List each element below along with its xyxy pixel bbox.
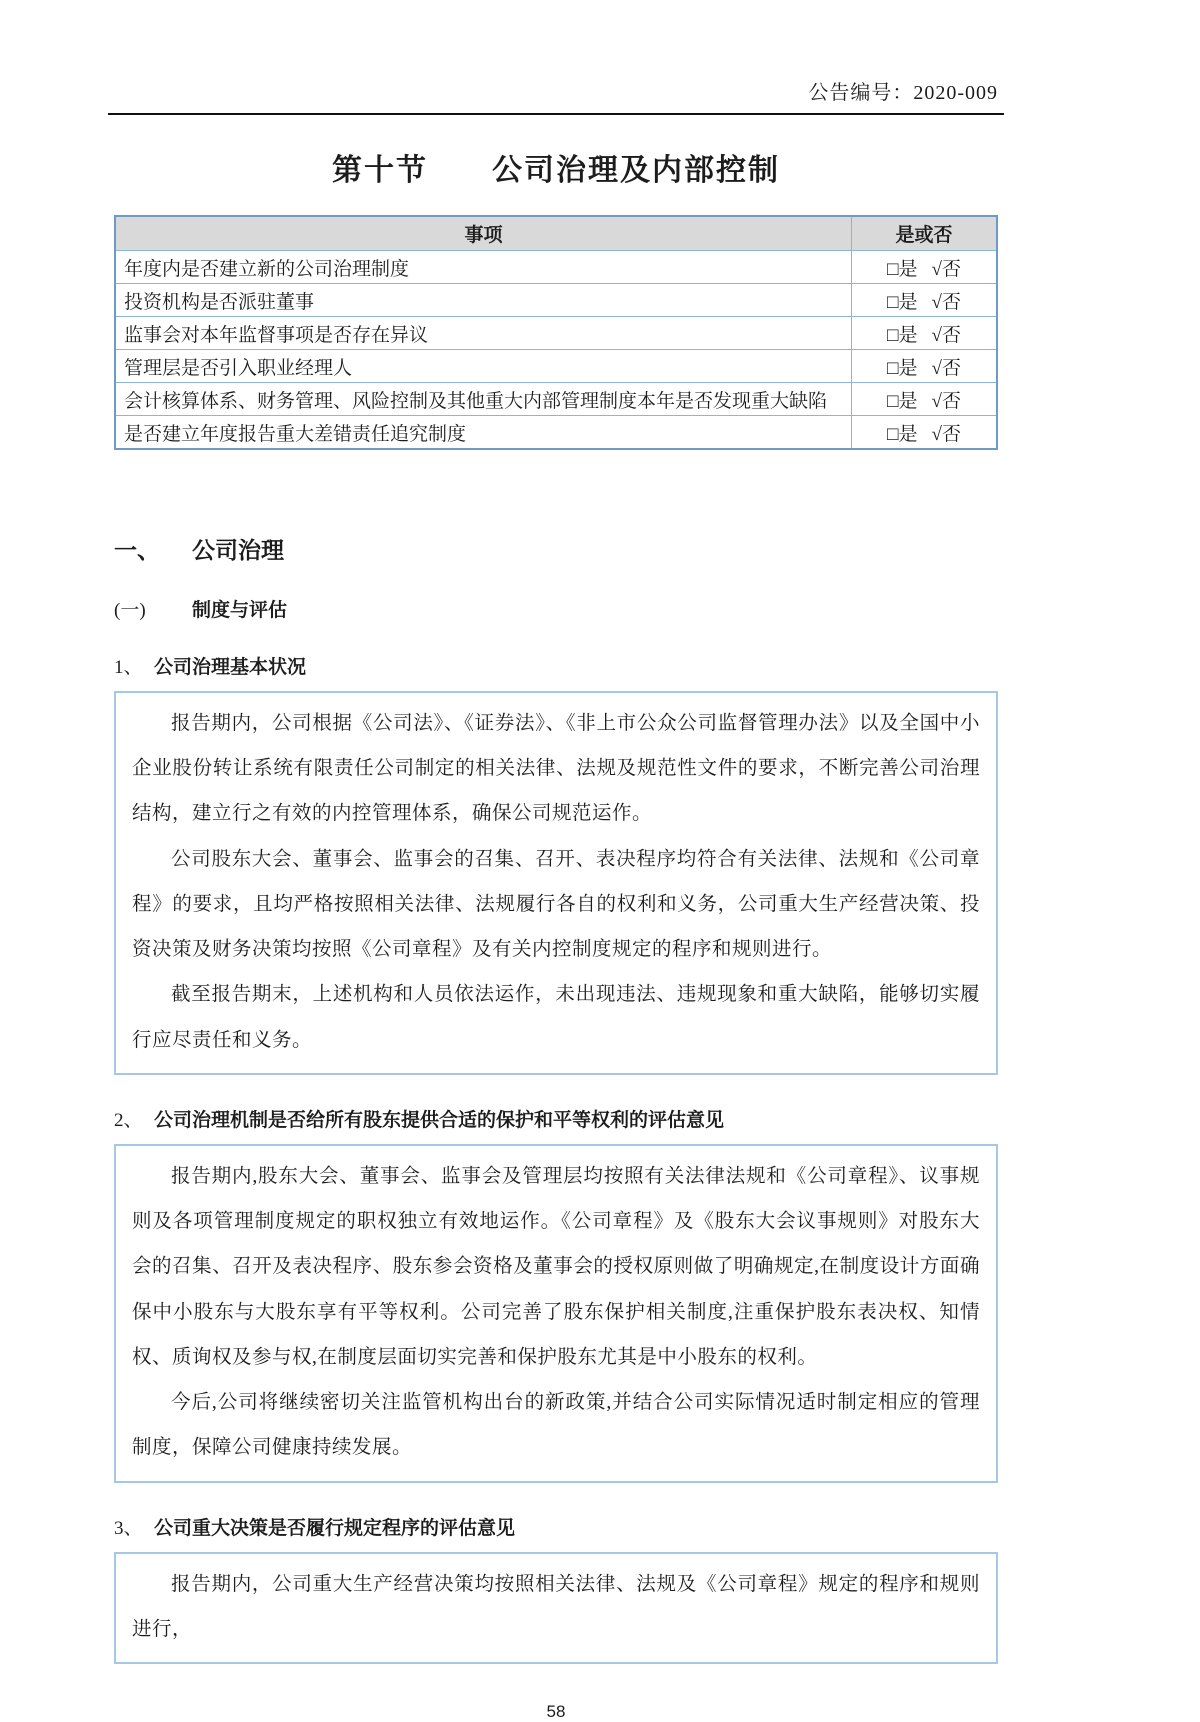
- checkbox-yes: □是: [887, 324, 918, 346]
- paragraph: 截至报告期末，上述机构和人员依法运作，未出现违法、违规现象和重大缺陷，能够切实履行应尽责任和义务。: [132, 984, 980, 1051]
- checkmark-no: √否: [931, 357, 961, 379]
- major-decision-box: [114, 1552, 998, 1664]
- table-header-row: [115, 216, 997, 251]
- checkmark-no: √否: [931, 324, 961, 346]
- governance-checklist-table: [114, 215, 998, 450]
- page-content: [114, 0, 998, 1722]
- heading-governance-basic: [114, 652, 998, 679]
- section-heading-governance: [114, 532, 998, 565]
- answer-cell: [852, 317, 998, 350]
- heading-title: 公司治理机制是否给所有股东提供合适的保护和平等权利的评估意见: [154, 1109, 725, 1131]
- heading-number: 2、: [114, 1109, 143, 1131]
- heading-number: 1、: [114, 657, 143, 678]
- table-row: [115, 251, 997, 284]
- announcement-number: 公告编号：2020-009: [808, 82, 998, 104]
- table-row: [115, 416, 997, 450]
- shareholder-protection-box: [114, 1144, 998, 1483]
- checkbox-yes: □是: [887, 423, 918, 445]
- section-title: 公司治理: [192, 538, 284, 563]
- answer-cell: [852, 251, 998, 284]
- heading-title: 公司治理基本状况: [154, 657, 307, 678]
- paragraph: 公司股东大会、董事会、监事会的召集、召开、表决程序均符合有关法律、法规和《公司章程》的要求，且均严格按照相关法律、法规履行各自的权利和义务，公司重大生产经营决策、投资决策及财务决策均按照《公司章程》及有关内控制度规定的程序和规则进行。: [132, 848, 980, 961]
- subsection-number: (一): [114, 600, 146, 621]
- paragraph: 报告期内,股东大会、董事会、监事会及管理层均按照有关法律法规和《公司章程》、议事规则及各项管理制度规定的职权独立有效地运作。《公司章程》及《股东大会议事规则》对股东大会的召集、召开及表决程序、股东参会资格及董事会的授权原则做了明确规定,在制度设计方面确保中小股东与大股东享有平等权利。公司完善了股东保护相关制度,注重保护股东表决权、知情权、质询权及参与权,在制度层面切实完善和保护股东尤其是中小股东的权利。: [132, 1165, 980, 1368]
- item-label: 管理层是否引入职业经理人: [115, 350, 852, 383]
- header-divider: [108, 113, 1004, 115]
- section-number: 一、: [114, 538, 160, 563]
- item-label: 会计核算体系、财务管理、风险控制及其他重大内部管理制度本年是否发现重大缺陷: [115, 383, 852, 416]
- item-label: 年度内是否建立新的公司治理制度: [115, 251, 852, 284]
- item-label: 投资机构是否派驻董事: [115, 284, 852, 317]
- column-header-yesno: 是或否: [852, 216, 998, 251]
- answer-cell: [852, 383, 998, 416]
- checkbox-yes: □是: [887, 357, 918, 379]
- checkmark-no: √否: [931, 258, 961, 280]
- paragraph: 今后,公司将继续密切关注监管机构出台的新政策,并结合公司实际情况适时制定相应的管理制度，保障公司健康持续发展。: [132, 1392, 980, 1459]
- table-row: [115, 317, 997, 350]
- subsection-title: 制度与评估: [192, 600, 288, 621]
- paragraph: 报告期内，公司根据《公司法》、《证券法》、《非上市公众公司监督管理办法》以及全国中小企业股份转让系统有限责任公司制定的相关法律、法规及规范性文件的要求，不断完善公司治理结构，建立行之有效的内控管理体系，确保公司规范运作。: [132, 713, 980, 825]
- answer-cell: [852, 416, 998, 450]
- heading-number: 3、: [114, 1517, 143, 1539]
- governance-basic-box: [114, 691, 998, 1075]
- heading-shareholder-protection: [114, 1105, 998, 1132]
- paragraph: 报告期内，公司重大生产经营决策均按照相关法律、法规及《公司章程》规定的程序和规则进行，: [132, 1573, 980, 1640]
- page-number: 58: [546, 1701, 566, 1721]
- table-row: [115, 383, 997, 416]
- checkmark-no: √否: [931, 291, 961, 313]
- subsection-heading-system-evaluation: [114, 595, 998, 622]
- checkmark-no: √否: [931, 423, 961, 445]
- page-title: 第十节 公司治理及内部控制: [332, 154, 780, 187]
- heading-title: 公司重大决策是否履行规定程序的评估意见: [154, 1517, 516, 1539]
- item-label: 监事会对本年监督事项是否存在异议: [115, 317, 852, 350]
- checkbox-yes: □是: [887, 258, 918, 280]
- checkmark-no: √否: [931, 390, 961, 412]
- answer-cell: [852, 350, 998, 383]
- checkbox-yes: □是: [887, 390, 918, 412]
- heading-major-decision: [114, 1513, 998, 1540]
- table-row: [115, 284, 997, 317]
- answer-cell: [852, 284, 998, 317]
- column-header-item: 事项: [115, 216, 852, 251]
- item-label: 是否建立年度报告重大差错责任追究制度: [115, 416, 852, 450]
- checkbox-yes: □是: [887, 291, 918, 313]
- table-row: [115, 350, 997, 383]
